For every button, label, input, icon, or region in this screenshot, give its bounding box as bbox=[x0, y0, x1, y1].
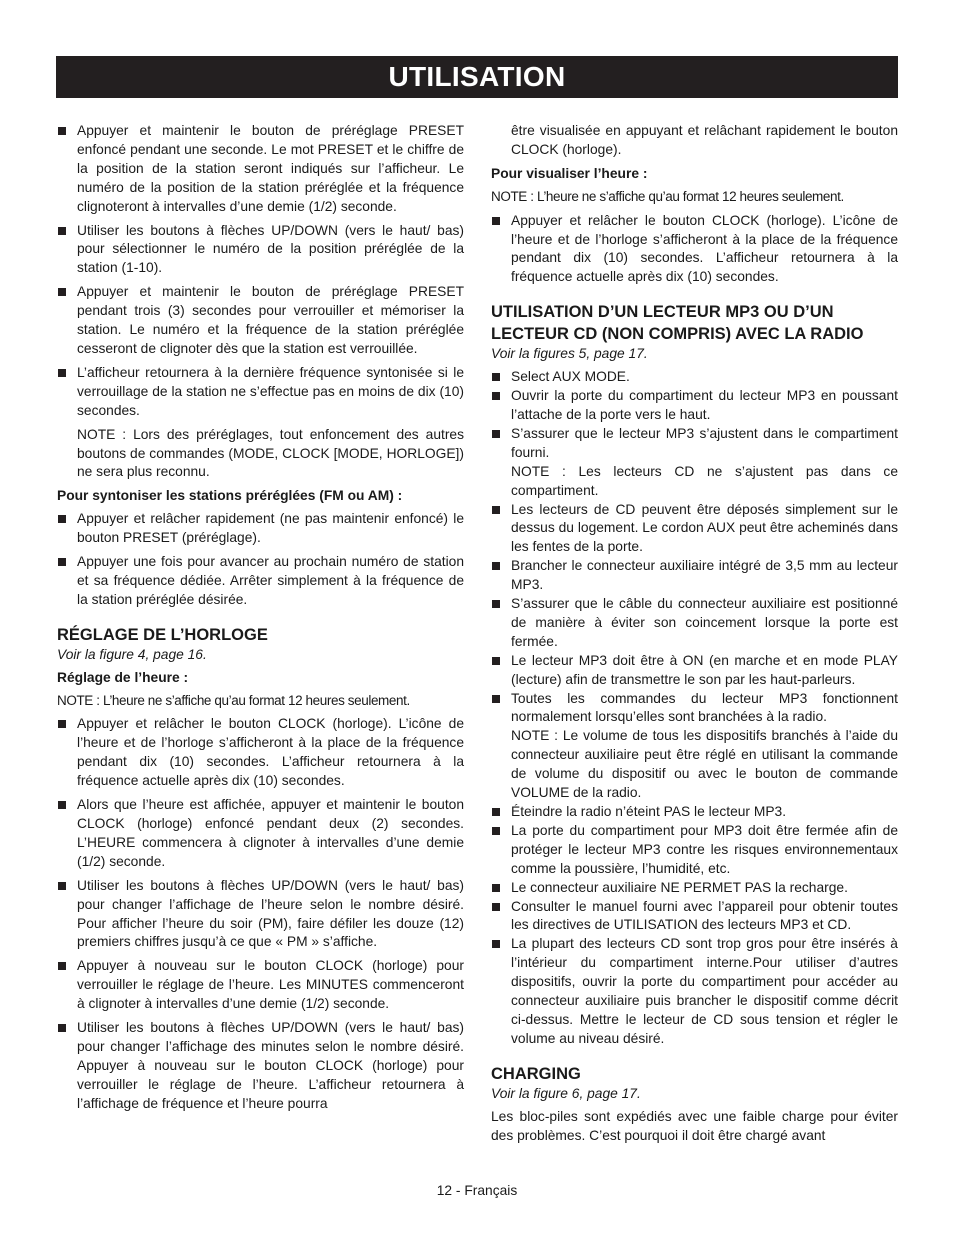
list-item: Appuyer et relâcher le bouton CLOCK (horloge). L’icône de l’heure et de l’horloge s’afficheront à la place de la fréquence pendant dix (10) secondes. L’afficheur retournera à la fréquence actuelle après dix (10) secondes. bbox=[57, 715, 464, 791]
time-format-note: NOTE : L’heure ne s’affiche qu’au format 12 heures seulement. bbox=[57, 692, 410, 708]
time-set-heading: Réglage de l’heure : bbox=[57, 669, 189, 685]
list-item-text: Toutes les commandes du lecteur MP3 fonctionnent normalement lorsqu’elles sont branchées à la radio. bbox=[511, 690, 898, 725]
list-item bbox=[491, 425, 898, 501]
list-item: S’assurer que le câble du connecteur auxiliaire est positionné de manière à éviter son coincement lorsque la porte est fermée. bbox=[491, 595, 898, 652]
charging-text: Les bloc-piles sont expédiés avec une faible charge pour éviter des problèmes. C’est pourquoi il doit être chargé avant bbox=[491, 1108, 898, 1143]
clock-figure-reference: Voir la figure 4, page 16. bbox=[57, 646, 207, 662]
list-item: Consulter le manuel fourni avec l’appareil pour obtenir toutes les directives de UTILISATION des lecteurs MP3 et CD. bbox=[491, 898, 898, 936]
right-column bbox=[491, 122, 898, 1151]
clock-continuation-text: être visualisée en appuyant et relâchant rapidement le bouton CLOCK (horloge). bbox=[511, 123, 898, 157]
list-item: Les lecteurs de CD peuvent être déposés simplement sur le dessus du logement. Le cordon AUX peut être acheminés dans les fentes de la porte. bbox=[491, 501, 898, 558]
tune-presets-heading: Pour syntoniser les stations préréglées (FM ou AM) : bbox=[57, 488, 403, 504]
clock-steps-list bbox=[57, 715, 464, 1113]
mp3-figure-reference: Voir la figures 5, page 17. bbox=[491, 346, 648, 362]
list-item: Alors que l’heure est affichée, appuyer et maintenir le bouton CLOCK (horloge) enfoncé pendant deux (2) secondes. L’HEURE commencera à clignoter à intervalles d’une demie (1/2) seconde. bbox=[57, 796, 464, 872]
view-time-list bbox=[491, 212, 898, 288]
preset-steps-list bbox=[57, 122, 464, 421]
list-item: Utiliser les boutons à flèches UP/DOWN (vers le haut/ bas) pour changer l’affichage des minutes selon le nombre désiré. Appuyer à nouveau sur le bouton CLOCK (horloge) pour verrouiller le réglage de l’heure. L’afficheur retournera à l’affichage de fréquence et l’heure pourra bbox=[57, 1019, 464, 1114]
list-item: Appuyer et maintenir le bouton de préréglage PRESET pendant trois (3) secondes pour verrouiller et mémoriser la station. Le numéro et la fréquence de la station préréglée cesseront de clignoter dès que la station est verrouillée. bbox=[57, 283, 464, 359]
cd-fit-note: NOTE : Les lecteurs CD ne s’ajustent pas dans ce compartiment. bbox=[511, 463, 898, 498]
page-title: UTILISATION bbox=[388, 61, 566, 92]
list-item: Éteindre la radio n’éteint PAS le lecteur MP3. bbox=[491, 803, 898, 822]
left-column bbox=[57, 122, 464, 1119]
view-time-note: NOTE : L’heure ne s’affiche qu’au format 12 heures seulement. bbox=[491, 188, 844, 204]
mp3-section-heading: UTILISATION D’UN LECTEUR MP3 OU D’UN LECTEUR CD (NON COMPRIS) AVEC LA RADIO bbox=[491, 303, 864, 344]
preset-note: NOTE : Lors des préréglages, tout enfoncement des autres boutons de commandes (MODE, CLOCK [MODE, HORLOGE]) ne sera plus reconnu. bbox=[77, 426, 464, 480]
list-item: L’afficheur retournera à la dernière fréquence syntonisée si le verrouillage de la station ne s’effectue pas en moins de dix (10) secondes. bbox=[57, 364, 464, 421]
page-footer: 12 - Français bbox=[436, 1183, 518, 1198]
list-item: Utiliser les boutons à flèches UP/DOWN (vers le haut/ bas) pour sélectionner le numéro de la position préréglée de la station (1-10). bbox=[57, 222, 464, 279]
charging-section-heading: CHARGING bbox=[491, 1064, 581, 1083]
list-item: Le lecteur MP3 doit être à ON (en marche et en mode PLAY (lecture) afin de transmettre le son par les haut-parleurs. bbox=[491, 652, 898, 690]
list-item: Le connecteur auxiliaire NE PERMET PAS la recharge. bbox=[491, 879, 898, 898]
list-item bbox=[491, 690, 898, 803]
list-item: Utiliser les boutons à flèches UP/DOWN (vers le haut/ bas) pour changer l’affichage de l’heure selon le nombre désiré. Pour afficher l’heure du soir (PM), faire défiler les douze (12) premiers chiffres jusqu’à ce que « PM » s’affiche. bbox=[57, 877, 464, 953]
list-item: Appuyer et relâcher rapidement (ne pas maintenir enfoncé) le bouton PRESET (préréglage). bbox=[57, 510, 464, 548]
list-item: Select AUX MODE. bbox=[491, 368, 898, 387]
list-item: La plupart des lecteurs CD sont trop gros pour être insérés à l’intérieur du compartiment interne.Pour utiliser d’autres dispositifs, ouvrir la porte du compartiment pour accéder au connecteur auxiliaire puis brancher le dispositif comme décrit ci-dessus. Mettre le lecteur de CD sous tension et régler le volume au niveau désiré. bbox=[491, 935, 898, 1048]
list-item: Brancher le connecteur auxiliaire intégré de 3,5 mm au lecteur MP3. bbox=[491, 557, 898, 595]
clock-section-heading: RÉGLAGE DE L’HORLOGE bbox=[57, 625, 268, 644]
mp3-steps-list bbox=[491, 368, 898, 1049]
list-item: Appuyer une fois pour avancer au prochain numéro de station et sa fréquence dédiée. Arrêter simplement à la fréquence de la station préréglée désirée. bbox=[57, 553, 464, 610]
tune-presets-list bbox=[57, 510, 464, 610]
list-item: Appuyer et maintenir le bouton de préréglage PRESET enfoncé pendant une seconde. Le mot PRESET et le chiffre de la position de la station seront indiqués sur l’afficheur. Le numéro de la position de la station préréglée et la fréquence clignoteront à intervalles d’une demie (1/2) seconde. bbox=[57, 122, 464, 217]
view-time-heading: Pour visualiser l’heure : bbox=[491, 165, 648, 181]
list-item: Appuyer et relâcher le bouton CLOCK (horloge). L’icône de l’heure et de l’horloge s’afficheront à la place de la fréquence pendant dix (10) secondes. L’afficheur retournera à la fréquence actuelle après dix (10) secondes. bbox=[491, 212, 898, 288]
list-item: Ouvrir la porte du compartiment du lecteur MP3 en poussant l’attache de la porte vers le haut. bbox=[491, 387, 898, 425]
charging-figure-reference: Voir la figure 6, page 17. bbox=[491, 1085, 641, 1101]
list-item: La porte du compartiment pour MP3 doit être fermée afin de protéger le lecteur MP3 contre les risques environnementaux comme la poussière, l’humidité, etc. bbox=[491, 822, 898, 879]
volume-note: NOTE : Le volume de tous les dispositifs branchés à l’aide du connecteur auxiliaire peut être réglé en utilisant la commande de volume du dispositif ou avec le bouton de commande VOLUME de la radio. bbox=[511, 728, 898, 801]
list-item: Appuyer à nouveau sur le bouton CLOCK (horloge) pour verrouiller le réglage de l’heure. Les MINUTES commenceront à clignoter à intervalles d’une demie (1/2) seconde. bbox=[57, 957, 464, 1014]
list-item-text: S’assurer que le lecteur MP3 s’ajustent dans le compartiment fourni. bbox=[511, 425, 898, 460]
section-banner bbox=[56, 56, 898, 98]
